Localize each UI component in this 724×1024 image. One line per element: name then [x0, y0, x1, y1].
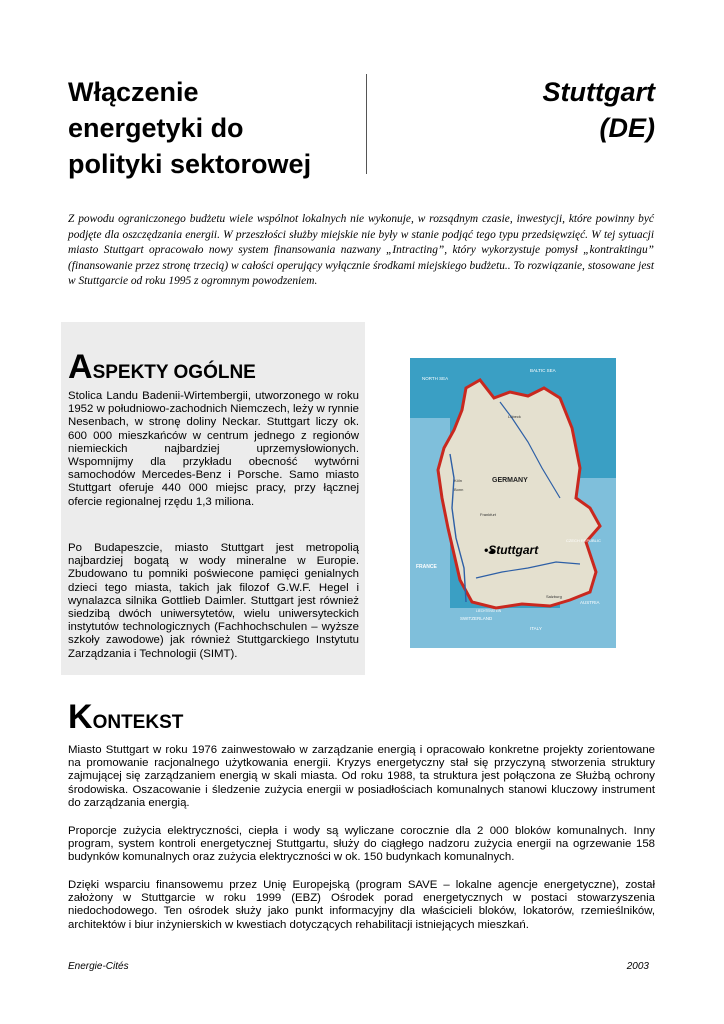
title-line: energetyki do	[68, 113, 244, 143]
aspekty-paragraph-2: Po Budapeszcie, miasto Stuttgart jest metropolią najbardziej bogatą w wody mineralne w Europie. Zbudowano tu pomniki poświecone pamięci genialnych dzieci tego miasta, takich jak filozof G.W.F. Hegel i wynalazca silnika Gottlieb Daimler. Stuttgart jest również siedzibą dwóch uniwersytetów, wielu uniwersyteckich instytutów technologicznych (Fachhochschulen – wyższe szkoły zawodowe) jak również Stuttgarckiego Instytutu Zarządzania i Technologii (SIMT).	[68, 542, 359, 660]
map-label-koln: Köln	[454, 478, 463, 483]
map-label-baltic-sea: BALTIC SEA	[530, 368, 556, 373]
map-label-frankfurt: Frankfurt	[480, 512, 497, 517]
footer-publisher: Energie-Cités	[68, 961, 129, 972]
country-code: (DE)	[599, 113, 655, 143]
map-label-stuttgart: •Stuttgart	[484, 543, 539, 557]
map-label-germany: GERMANY	[492, 477, 528, 484]
aspekty-paragraph-1: Stolica Landu Badenii-Wirtembergii, utworzonego w roku 1952 w południowo-zachodnich Niemczech, leży w rynnie Nesenbach, w stronę doliny Neckar. Stuttgart liczy ok. 600 000 mieszkańców w centrum jednego z regionów niemieckich najbardziej uprzemysłowionych. Wspomnijmy dla przykładu obecność wytwórni samochodów Mercedes-Benz i Porsche. Samo miasto Stuttgart oferuje 440 000 miejsc pracy, przy łącznej ofercie regionalnej rzędu 1,3 miliona.	[68, 390, 359, 508]
heading-rest: SPEKTY OGÓLNE	[92, 362, 256, 383]
map-label-france: FRANCE	[416, 564, 437, 570]
map-neighbors-south	[450, 608, 590, 648]
map-label-austria: AUSTRIA	[580, 600, 600, 605]
heading-rest: ONTEKST	[92, 712, 184, 733]
section-heading-kontekst	[68, 698, 183, 737]
kontekst-paragraph-1: Miasto Stuttgart w roku 1976 zainwestowało w zarządzanie energią i opracowało konkretne projekty zorientowane na promowanie racjonalnego użytkowania energii. Kryzys energetyczny stał się przyczyną stworzenia struktury zajmującej się zarządzaniem energią w skali miasta. Od roku 1988, ta struktura jest połączona ze Służbą ochrony środowiska. Oszacowanie i śledzenie zużycia energii w posiadłościach komunalnych stanowi kluczowy instrument do zarządzania energią.	[68, 744, 655, 809]
footer-year: 2003	[626, 961, 649, 972]
map-label-north-sea: NORTH SEA	[422, 376, 449, 381]
intro-paragraph: Z powodu ograniczonego budżetu wiele wspólnot lokalnych nie wykonuje, w rozsądnym czasie, inwestycji, które powinny być podjęte dla oszczędzania energii. W przeszłości służby miejskie nie były w stanie podjąć tego typu przedsięwzięć. W tej sytuacji miasto Stuttgart opracowało nowy system finansowania nazwany „Intracting”, który wykorzystuje pomysł „kontraktingu” (finansowanie przez stronę trzecią) w całości operujący wyłącznie środkami miejskiego budżetu.. To rozwiązanie, stosowane jest w Stuttgarcie od roku 1995 z ogromnym powodzeniem.	[68, 213, 654, 288]
germany-map	[410, 358, 616, 648]
title-divider	[366, 74, 367, 174]
title-line: polityki sektorowej	[68, 149, 312, 179]
map-label-italy: ITALY	[530, 626, 542, 631]
title-line: Włączenie	[68, 77, 199, 107]
section-heading-aspekty	[68, 348, 256, 387]
city-title	[450, 74, 655, 146]
map-label-czech: CZECH REPUBLIC	[566, 538, 601, 543]
kontekst-paragraph-3: Dzięki wsparciu finansowemu przez Unię Europejską (program SAVE – lokalne agencje energetyczne), został założony w Stuttgarcie w roku 1999 (EBZ) Ośrodek porad energetycznych w postaci stowarzyszenia niedochodowego. Ten ośrodek służy jako punkt informacyjny dla właścicieli bloków, lokatorów, rzemieślników, architektów i biur inżynierskich w kwestiach dotyczących rehabilitacji istniejących mieszkań.	[68, 879, 655, 931]
map-label-lubeck: Lübeck	[508, 414, 521, 419]
map-label-switzerland: SWITZERLAND	[460, 616, 493, 621]
heading-initial: K	[68, 698, 93, 736]
map-label-bonn: Bonn	[454, 487, 464, 492]
city-name: Stuttgart	[542, 77, 655, 107]
map-label-liechtenstein: LIECHTENSTEIN	[476, 609, 502, 613]
map-label-salzburg: Salzburg	[546, 594, 562, 599]
heading-initial: A	[68, 348, 93, 386]
kontekst-paragraph-2: Proporcje zużycia elektryczności, ciepła i wody są wyliczane corocznie dla 2 000 bloków komunalnych. Inny program, system kontroli energetycznej Stuttgartu, służy do ciągłego nadzoru zużycia energii na ogrzewanie 158 budynków komunalnych oraz zużycia elektryczności w ok. 150 budynkach komunalnych.	[68, 825, 655, 864]
page-title	[68, 74, 358, 182]
